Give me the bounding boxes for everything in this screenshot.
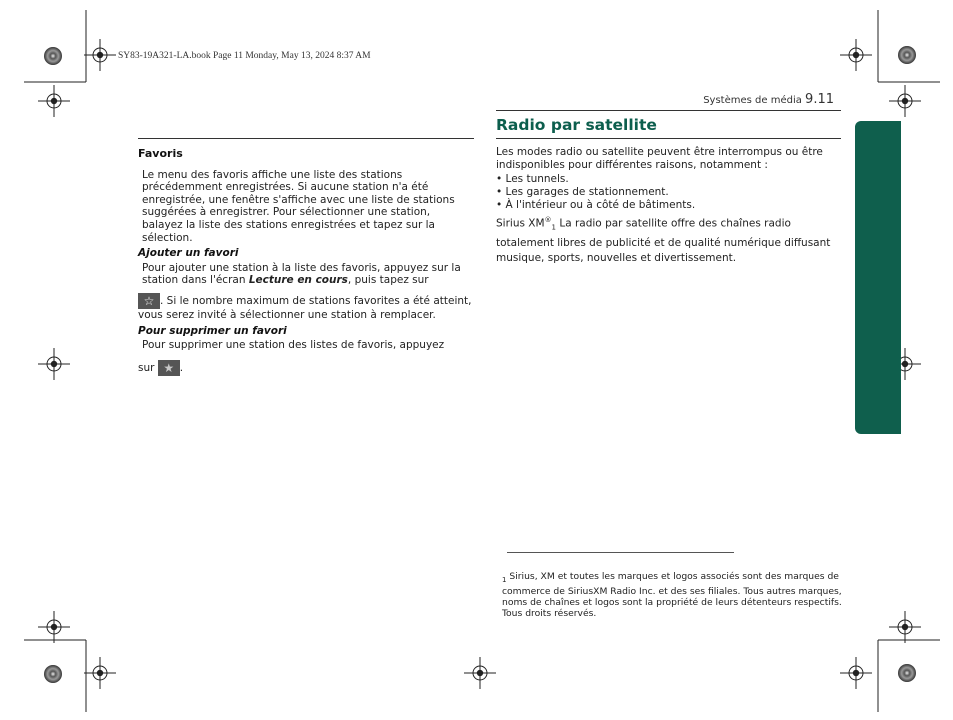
text: sur [138, 361, 158, 374]
star-filled-icon: ★ [158, 360, 180, 376]
list-item: • À l'intérieur ou à côté de bâtiments. [496, 199, 841, 212]
text: . [179, 361, 184, 374]
running-header [640, 92, 834, 107]
paragraph-remove-favorite-cont [138, 360, 474, 376]
text: Pour ajouter une station à la liste des favoris, appuyez sur la station dans l'écran [142, 261, 461, 287]
header-rule [496, 110, 841, 111]
section-heading-favoris: Favoris [138, 147, 183, 160]
list-item: • Les garages de stationnement. [496, 186, 841, 199]
footnote-ref: 1 [551, 223, 557, 232]
page-number: 9.11 [805, 92, 834, 107]
paragraph-favoris: Le menu des favoris affiche une liste des stations précédemment enregistrées. Si aucune station n'a été enregistrée, une fenêtre s'affiche avec une liste de stations suggérées à enregistrer. Pour sélectionner une station, balayez la liste des stations enregistrées et tapez sur la sélection. [142, 168, 455, 244]
registered-mark: ® [544, 216, 552, 224]
paragraph-satellite-intro: Les modes radio ou satellite peuvent être interrompus ou être indisponibles pour différentes raisons, notamment : [496, 146, 823, 171]
subheading-remove-favorite: Pour supprimer un favori [138, 324, 287, 337]
now-playing-label: Lecture en cours [248, 274, 348, 287]
text: , puis tapez sur [347, 274, 429, 287]
print-slug: SY83-19A321-LA.book Page 11 Monday, May 13, 2024 8:37 AM [118, 51, 371, 61]
footnote-text: Sirius, XM et toutes les marques et logos associés sont des marques de commerce de SiriusXM Radio Inc. et des ses filiales. Tous autres marques, noms de chaînes et logos sont la propriété de leurs détenteurs respectifs. Tous droits réservés. [502, 571, 842, 619]
paragraph-add-favorite [142, 262, 474, 287]
star-outline-icon: ☆ [138, 293, 160, 309]
running-title: Systèmes de média [703, 95, 806, 106]
footnote [502, 571, 842, 619]
subheading-add-favorite: Ajouter un favori [138, 247, 239, 260]
text: La radio par satellite offre des chaînes radio totalement libres de publicité et de qualité numérique diffusant musique, sports, nouvelles et divertissement. [496, 217, 831, 264]
brand-name: Sirius XM [496, 217, 545, 230]
paragraph-add-favorite-cont [138, 293, 474, 322]
text: . Si le nombre maximum de stations favorites a été atteint, vous serez invité à sélectionner une station à remplacer. [138, 294, 472, 321]
footnote-rule [507, 552, 734, 553]
paragraph-remove-favorite: Pour supprimer une station des listes de favoris, appuyez [142, 339, 445, 352]
interruption-list [496, 173, 841, 212]
paragraph-sirius [496, 213, 841, 266]
footnote-marker: 1 [502, 575, 507, 584]
left-column-rule [138, 138, 474, 139]
section-heading-satellite-radio: Radio par satellite [496, 116, 657, 134]
right-column [496, 116, 841, 266]
list-item: • Les tunnels. [496, 173, 841, 186]
left-column [138, 148, 474, 379]
chapter-tab [855, 121, 901, 434]
